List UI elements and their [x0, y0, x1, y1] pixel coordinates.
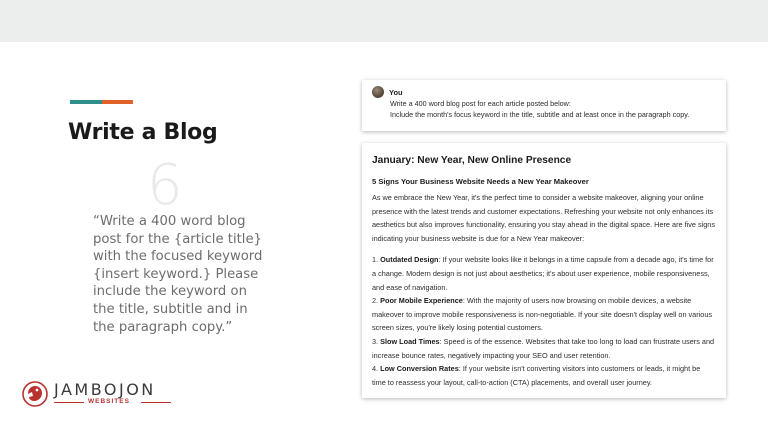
list-item — [372, 253, 716, 294]
list-item-number: 2. — [372, 296, 381, 306]
list-item-number: 3. — [372, 336, 381, 346]
article-title: January: New Year, New Online Presence — [372, 155, 572, 166]
article-list — [372, 253, 716, 389]
slide-number: 6 — [147, 153, 183, 218]
article-intro: As we embrace the New Year, it's the perfect time to consider a website makeover, aligning your online presence with the latest trends and customer expectations. Refreshing your website not only enhances its aesthetics but also improves functionality, ensuring you stay ahead in the digital space. Here are five signs indicating your business website is due for a New Year makeover: — [372, 193, 716, 243]
list-item-heading: Slow Load Times — [380, 336, 440, 346]
list-item-text: : If your website isn't converting visitors into customers or leads, it might be time to reassess your layout, call-to-action (CTA) placements, and overall user journey. — [372, 364, 701, 387]
accent-bar-teal — [70, 100, 102, 104]
brand-logo — [20, 378, 190, 412]
list-item-text: : Speed is of the essence. Websites that take too long to load can frustrate users and increase bounce rates, negatively impacting your SEO and user retention. — [372, 336, 715, 360]
logo-wordmark: JAMBOJON — [54, 380, 156, 399]
list-item — [372, 335, 716, 362]
user-name: You — [389, 87, 403, 97]
list-item — [372, 362, 716, 389]
list-item-heading: Outdated Design — [380, 255, 439, 265]
chat-prompt-card — [362, 80, 726, 131]
list-item-number: 1. — [372, 255, 381, 265]
prompt-quote: “Write a 400 word blog post for the {article title} with the focused keyword {insert keyword.} Please include the keyword on the title, subtitle and in the paragraph copy.” — [93, 214, 263, 335]
list-item-heading: Low Conversion Rates — [380, 364, 459, 374]
article-subtitle: 5 Signs Your Business Website Needs a New Year Makeover — [372, 177, 589, 186]
logo-rule-left — [54, 402, 84, 403]
top-band — [0, 0, 768, 42]
prompt-line: Write a 400 word blog post for each article posted below: — [390, 99, 571, 108]
prompt-header — [372, 86, 716, 98]
accent-bar-orange — [102, 100, 134, 104]
logo-mark-icon — [20, 378, 50, 408]
list-item-text: : If your website looks like it belongs in a time capsule from a decade ago, it's time for a change. Modern design is not just about aesthetics; it's about user experience, mobile responsiveness, and ease of navigation. — [372, 255, 714, 292]
list-item-text: : With the majority of users now browsing on mobile devices, a website makeover to improve mobile responsiveness is non-negotiable. If your site doesn't display well on various screen sizes, you're likely losing potential customers. — [372, 296, 713, 333]
list-item-heading: Poor Mobile Experience — [380, 296, 463, 306]
logo-tagline: WEBSITES — [88, 398, 130, 405]
logo-rule-right — [141, 402, 171, 403]
accent-bar — [70, 100, 133, 104]
slide-title: Write a Blog — [68, 120, 218, 145]
chat-response-card — [362, 143, 726, 398]
list-item-number: 4. — [372, 364, 381, 374]
prompt-line: Include the month's focus keyword in the title, subtitle and at least once in the paragraph copy. — [390, 110, 690, 119]
list-item — [372, 294, 716, 335]
avatar — [372, 86, 384, 98]
